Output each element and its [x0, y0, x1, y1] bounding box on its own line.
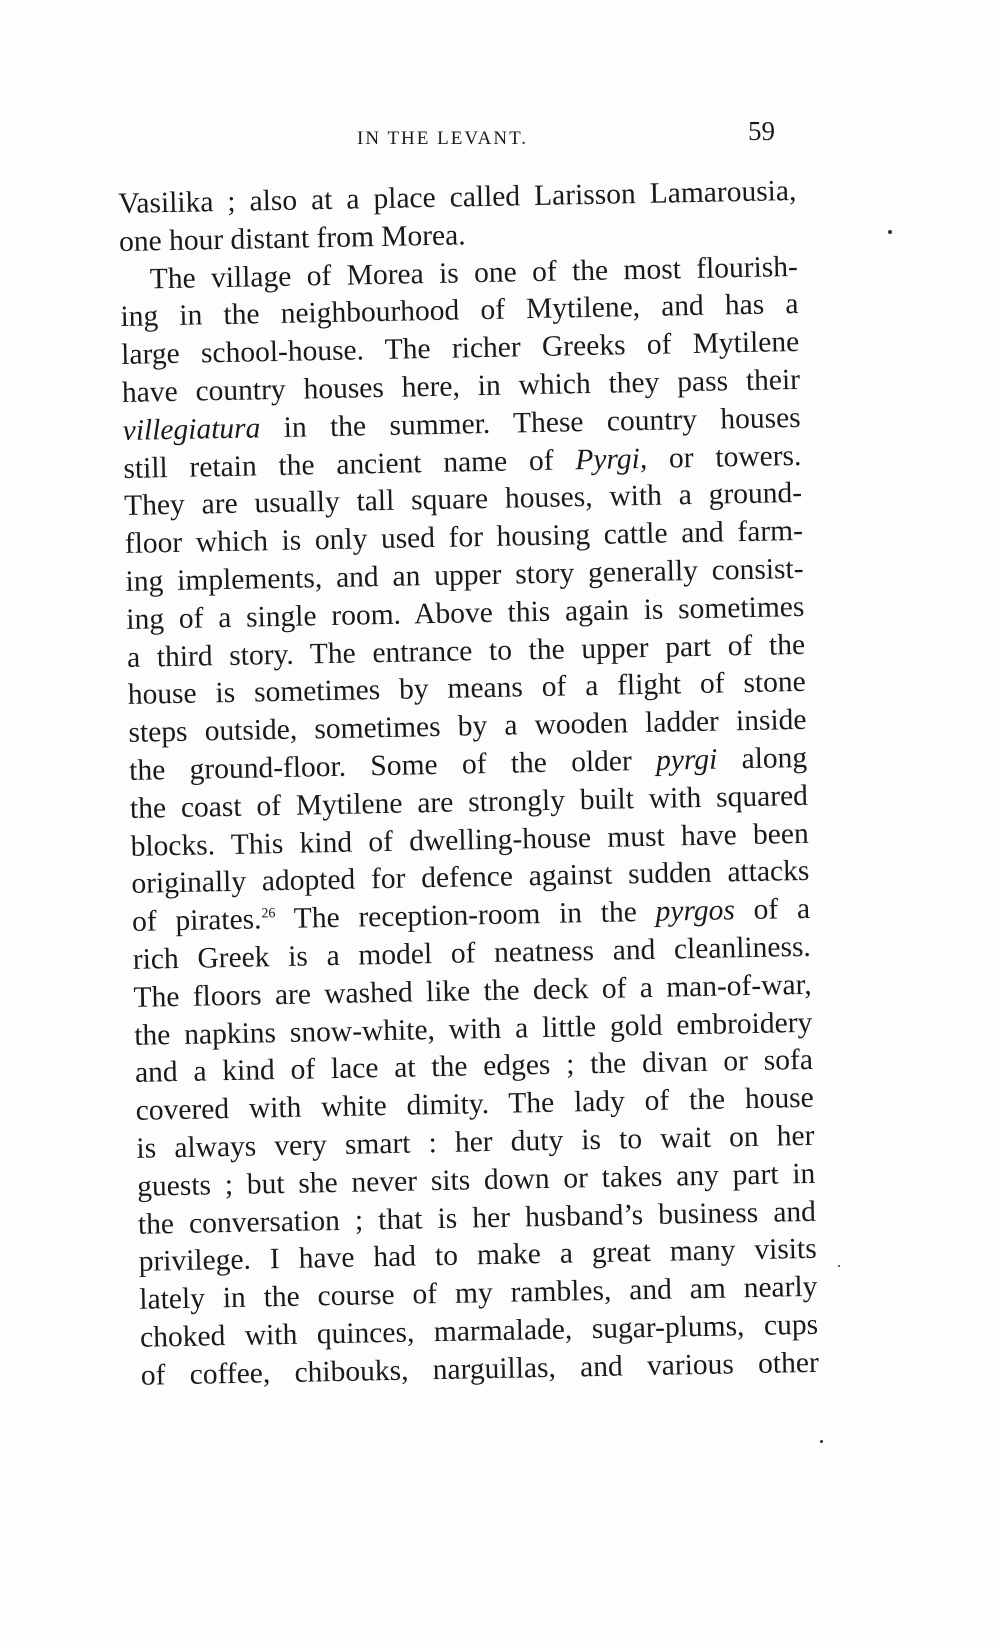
text-line: floor which is only used for housing cattle and farm- — [124, 515, 804, 561]
text-line: house is sometimes by means of a flight of stone — [127, 666, 807, 712]
text-line: the ground-floor. Some of the older pyrgi along — [128, 741, 808, 787]
print-speck — [888, 230, 892, 234]
text-line: Vasilika ; also at a place called Larisson Lamarousia, — [118, 174, 797, 220]
text-line: and a kind of lace at the edges ; the divan or sofa — [134, 1044, 814, 1090]
text-line: a third story. The entrance to the upper part of the — [126, 628, 806, 674]
text-line: rich Greek is a model of neatness and cleanliness. — [132, 930, 812, 976]
print-speck — [820, 1440, 823, 1443]
text-line: have country houses here, in which they pass their — [121, 363, 801, 409]
text-line: originally adopted for defence against sudden attacks — [131, 855, 810, 901]
text-line: of pirates.$^{26}$ The reception-room in the pyrgos of a — [131, 892, 811, 939]
body-text — [118, 173, 819, 1395]
text-line: blocks. This kind of dwelling-house must have been — [130, 817, 809, 863]
text-line: ing in the neighbourhood of Mytilene, and has a — [120, 288, 799, 334]
text-line: the conversation ; that is her husband’s business and — [137, 1195, 817, 1241]
text-line: still retain the ancient name of Pyrgi, or towers. — [123, 439, 802, 485]
text-line: choked with quinces, marmalade, sugar-plums, cups — [139, 1308, 819, 1354]
text-line: covered with white dimity. The lady of the house — [135, 1081, 815, 1127]
text-line: the napkins snow-white, with a little gold embroidery — [134, 1006, 813, 1052]
text-line: of coffee, chibouks, narguillas, and various other — [140, 1346, 820, 1392]
text-line: guests ; but she never sits down or takes any part in — [136, 1157, 816, 1203]
text-line: privilege. I have had to make a great many visits — [138, 1233, 817, 1279]
text-line: ing implements, and an upper story generally consist- — [125, 552, 804, 598]
running-title: IN THE LEVANT. — [357, 128, 529, 149]
footnote-marker: 26 — [261, 906, 276, 922]
page-number: 59 — [748, 116, 775, 146]
text-line: The floors are washed like the deck of a man-of-war, — [133, 968, 812, 1014]
print-speck — [838, 1265, 840, 1267]
text-line: villegiatura in the summer. These country houses — [122, 401, 801, 447]
text-line: The village of Morea is one of the most flourish- — [149, 250, 799, 295]
text-line: large school-house. The richer Greeks of Mytilene — [120, 326, 800, 372]
text-line: steps outside, sometimes by a wooden ladder inside — [128, 704, 807, 750]
text-line: lately in the course of my rambles, and am nearly — [139, 1270, 818, 1316]
text-line: one hour distant from Morea. — [118, 219, 466, 258]
text-line: They are usually tall square houses, with a ground- — [123, 477, 803, 523]
text-line: the coast of Mytilene are strongly built with squared — [129, 779, 809, 825]
text-line: is always very smart : her duty is to wait on her — [136, 1119, 815, 1165]
text-line: ing of a single room. Above this again is sometimes — [126, 590, 805, 636]
